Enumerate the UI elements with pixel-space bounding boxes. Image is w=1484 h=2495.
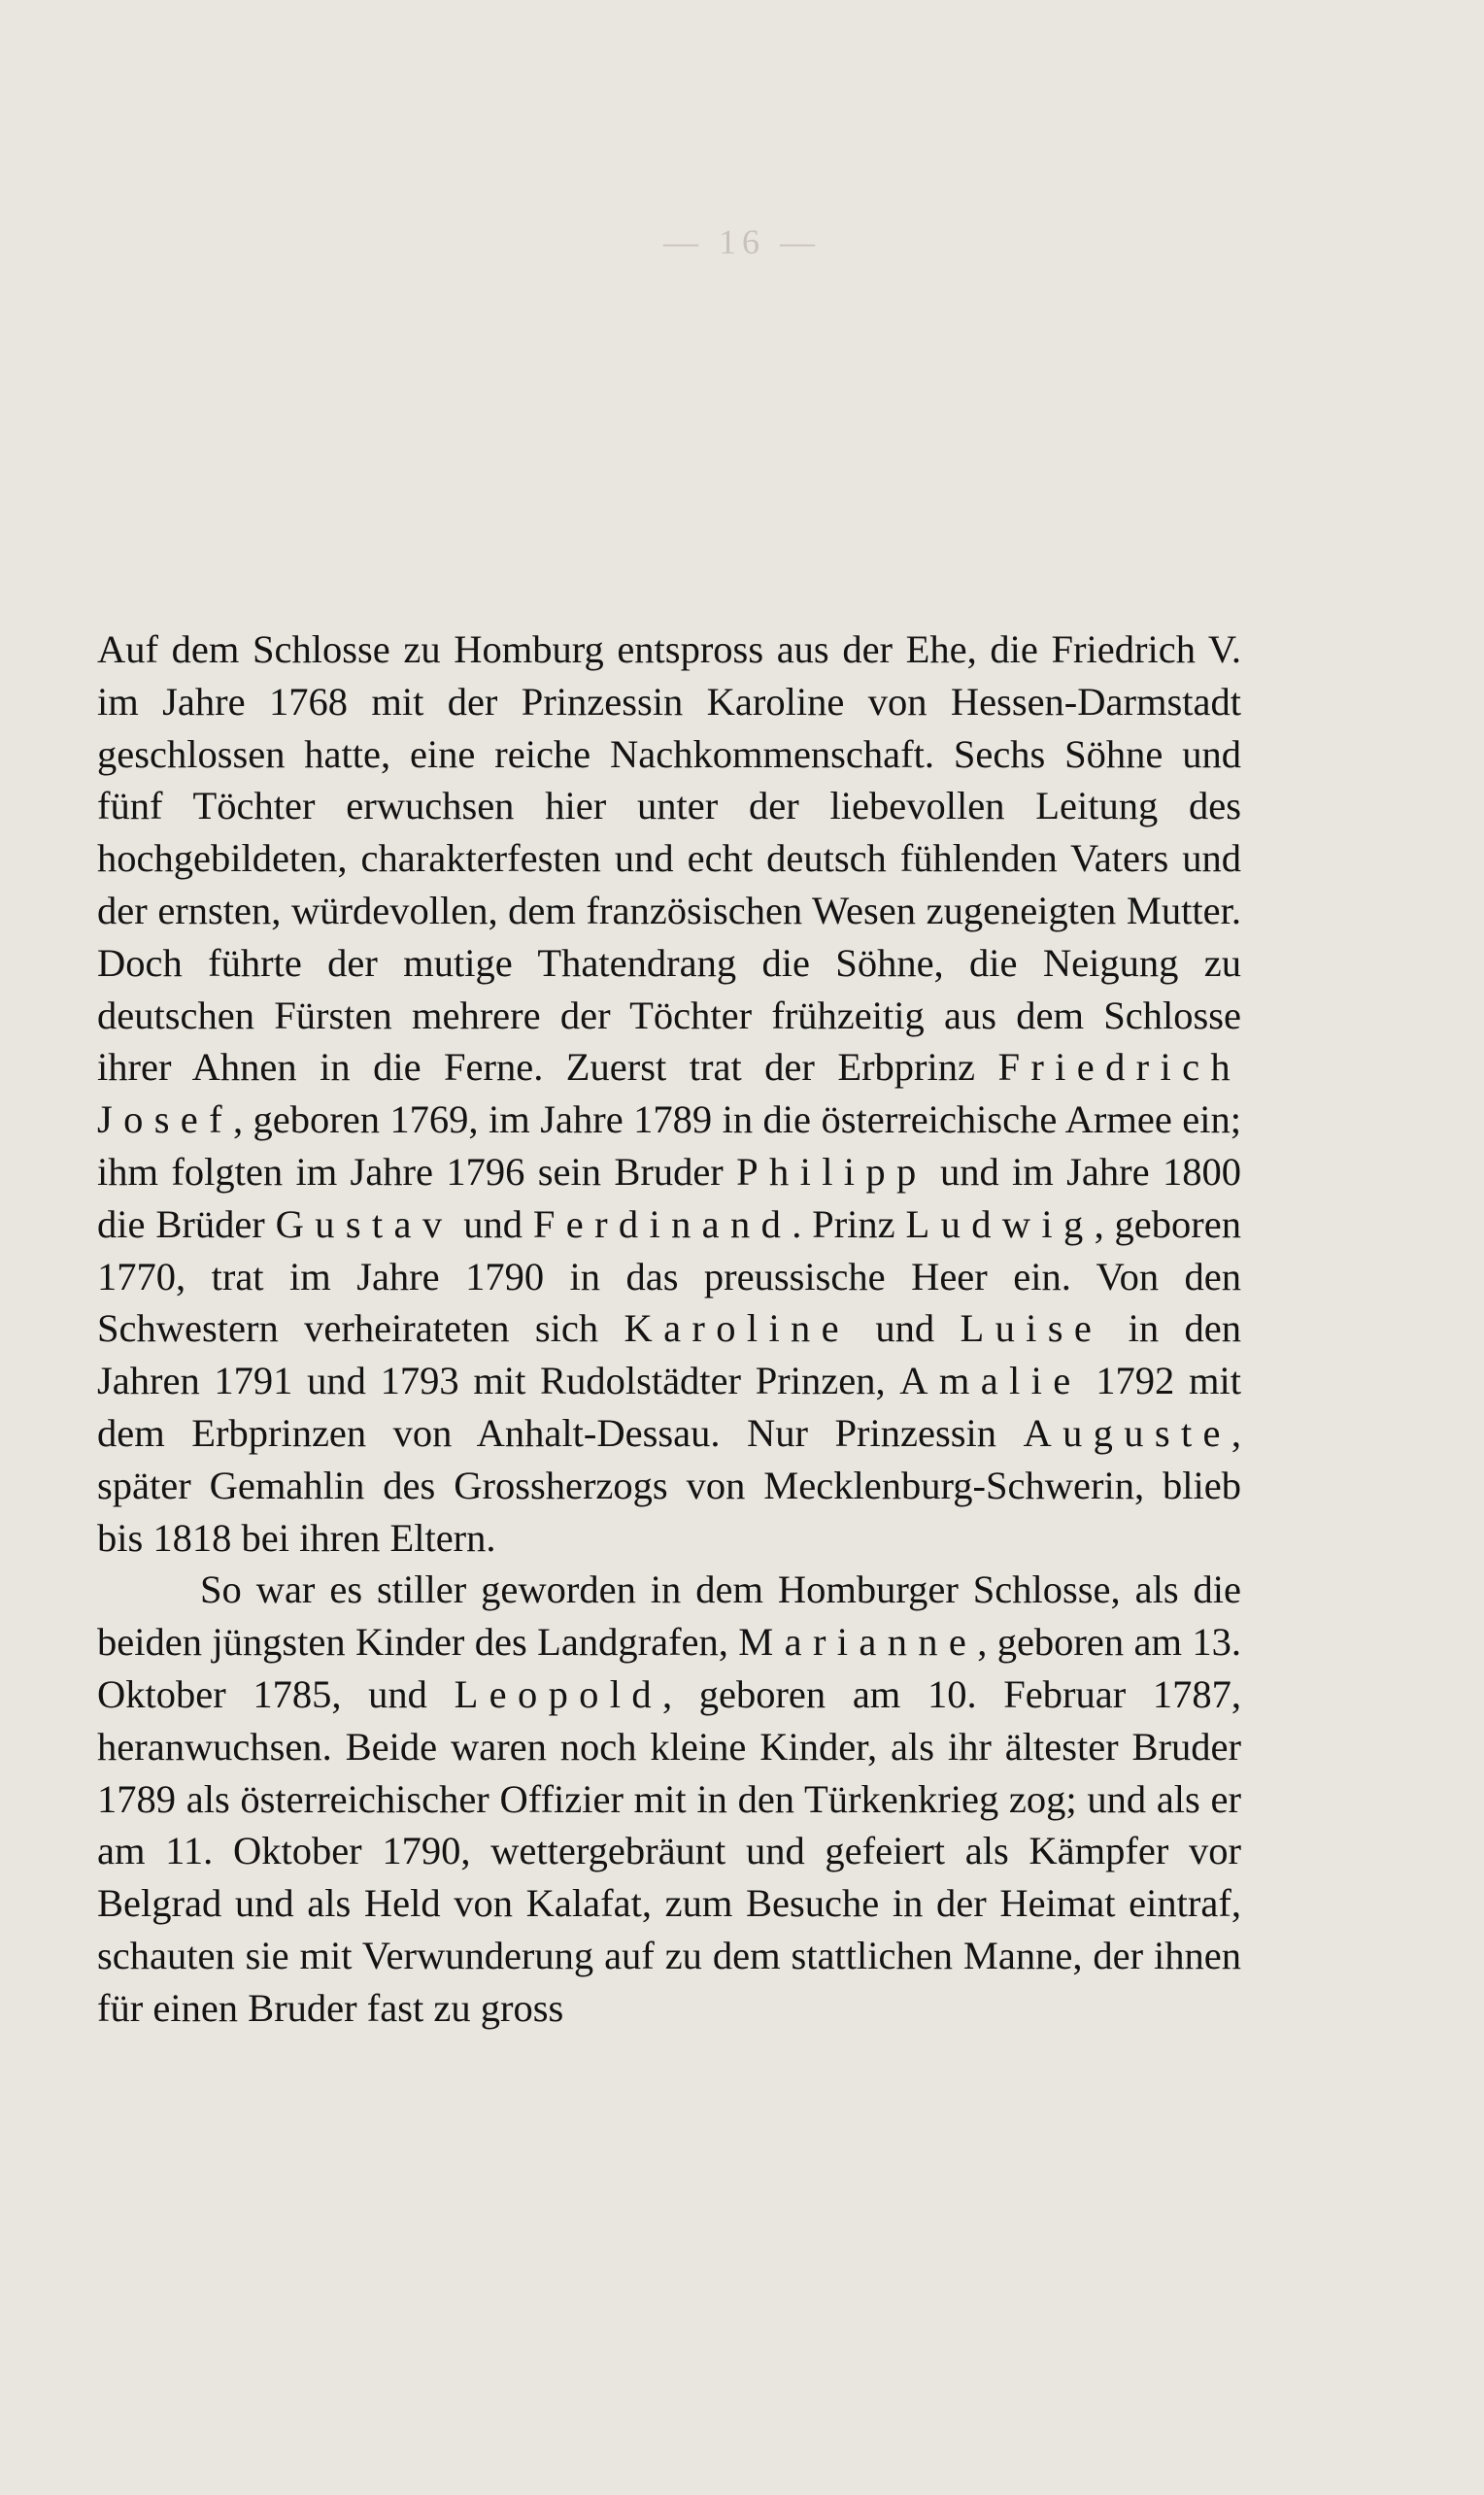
spaced-name: Ferdinand [532,1201,793,1246]
text-run: , geboren 1770, trat im Jahre 1790 in das preussische Heer ein. Von den Schwestern verheirateten sich [97,1201,1241,1351]
body-text [97,624,1241,2035]
spaced-name: Karoline [624,1306,850,1351]
text-run: 1792 mit dem Erbprinzen von Anhalt-Dessau. Nur Prinzessin [97,1359,1241,1455]
spaced-name: Friedrich Josef [97,1045,1241,1142]
text-run: , später Gemahlin des Grossherzogs von Mecklenburg-Schwerin, blieb bis 1818 bei ihren Eltern. [97,1410,1241,1560]
page-number: — 16 — [663,222,821,261]
text-run: , geboren 1769, im Jahre 1789 in die österreichische Armee ein; ihm folgten im Jahre 1796 sein Bruder [97,1097,1241,1194]
spaced-name: Leopold [454,1671,662,1716]
text-run: und [453,1201,533,1246]
text-run: So war es stiller geworden in dem Homburger Schlosse, als die beiden jüngsten Kinder des Landgrafen, [97,1568,1241,1665]
text-run: , geboren am 13. Oktober 1785, und [97,1620,1241,1716]
paragraph [97,624,1241,1564]
text-run: Auf dem Schlosse zu Homburg entspross aus der Ehe, die Friedrich V. im Jahre 1768 mit der Prinzessin Karoline von Hessen-Darmstadt geschlossen hatte, eine reiche Nachkommenschaft. Sechs Söhne und fünf Töchter erwuchsen hier unter der liebevollen Leitung des hochgebildeten, charakterfesten und echt deutsch fühlenden Vaters und der ernsten, würdevollen, dem französischen Wesen zugeneigten Mutter. Doch führte der mutige Thatendrang die Söhne, die Neigung zu deutschen Fürsten mehrere der Töchter frühzeitig aus dem Schlosse ihrer Ahnen in die Ferne. Zuerst trat der Erbprinz [97,627,1241,1090]
spaced-name: Luise [960,1306,1103,1351]
spaced-name: Amalie [899,1359,1082,1403]
spaced-name: Philipp [736,1149,928,1194]
spaced-name: Auguste [1023,1410,1231,1455]
text-run: , geboren am 10. Februar 1787, heranwuchsen. Beide waren noch kleine Kinder, als ihr ältester Bruder 1789 als österreichischer Offizier mit in den Türkenkrieg zog; und als er am 11. Oktober 1790, wettergebräunt und gefeiert als Kämpfer vor Belgrad und als Held von Kalafat, zum Besuche in der Heimat eintraf, schauten sie mit Verwunderung auf zu dem stattlichen Manne, der ihnen für einen Bruder fast zu gross [97,1671,1241,2030]
text-run: in den Jahren 1791 und 1793 mit Rudolstädter Prinzen, [97,1306,1241,1403]
text-run: und [849,1306,961,1351]
spaced-name: Gustav [275,1201,454,1246]
spaced-name: Ludwig [905,1201,1095,1246]
text-run: und im Jahre 1800 die Brüder [97,1149,1241,1246]
text-run: . Prinz [792,1201,906,1246]
paragraph [97,1564,1241,2034]
spaced-name: Marianne [738,1620,978,1665]
